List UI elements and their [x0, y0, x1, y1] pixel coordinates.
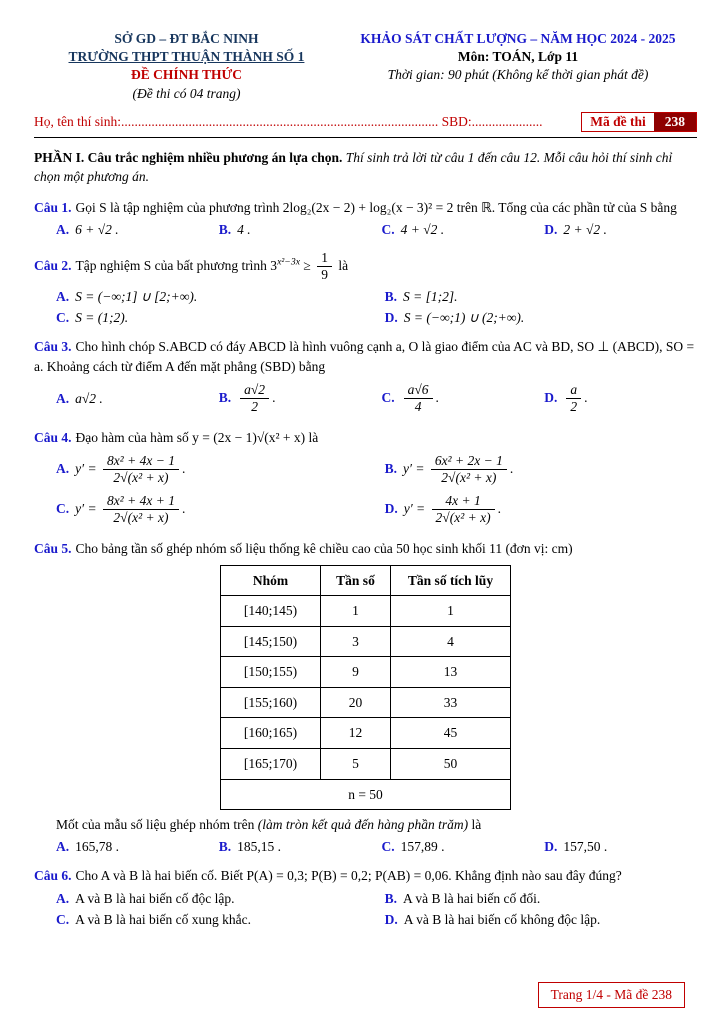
question-1 [34, 198, 697, 218]
option-4-C [56, 492, 375, 527]
department-name: SỞ GD – ĐT BẮC NINH [114, 31, 259, 46]
option-letter: A. [56, 839, 70, 855]
option-2-C [56, 310, 375, 326]
question-2 [34, 249, 697, 284]
table-total-cell: n = 50 [221, 779, 511, 810]
option-text: 2 + √2 . [563, 222, 607, 238]
table-row [221, 657, 511, 688]
option-4-B [385, 452, 697, 487]
option-text: 6 + √2 . [75, 222, 119, 238]
option-letter: A. [56, 390, 70, 406]
table-cell: 1 [391, 596, 511, 627]
table-cell: 4 [391, 626, 511, 657]
option-text: A và B là hai biến cố đối. [403, 890, 541, 906]
fraction [432, 493, 495, 526]
option-1-B [219, 222, 372, 238]
fraction-denominator: 2√(x² + x) [435, 510, 491, 526]
option-letter: D. [384, 309, 398, 325]
option-text: S = (1;2). [75, 309, 129, 325]
table-cell: 9 [321, 657, 391, 688]
fraction-denominator: 2 [570, 399, 578, 415]
option-text: 157,50 . [563, 839, 608, 855]
school-name: TRƯỜNG THPT THUẬN THÀNH SỐ 1 [68, 49, 305, 65]
table-cell: 5 [321, 749, 391, 780]
option-text: A và B là hai biến cố độc lập. [75, 890, 235, 906]
option-letter: A. [56, 890, 70, 906]
fraction-numerator: 8x² + 4x − 1 [103, 453, 179, 470]
option-letter: C. [381, 222, 395, 238]
pages-note: (Đề thi có 04 trang) [132, 85, 241, 101]
question-3-label: Câu 3. [34, 338, 72, 354]
prompt-tail: là [468, 817, 482, 833]
fraction-denominator: 2√(x² + x) [113, 469, 169, 485]
option-letter: D. [384, 911, 398, 927]
part-1-instruction: Thí sinh trả lời từ câu 1 đến câu 12. Mỗi câu hỏi thí sinh chỉ chọn một phương án. [34, 149, 673, 185]
question-6-options [34, 891, 697, 928]
table-row [221, 687, 511, 718]
question-5 [34, 539, 697, 559]
exponent: x²−3x [277, 256, 301, 268]
fraction-numerator: a√6 [404, 382, 433, 399]
derivative-lhs: y′ = [403, 500, 426, 516]
fraction-numerator: 1 [317, 250, 332, 267]
question-5-label: Câu 5. [34, 540, 72, 556]
question-6 [34, 866, 697, 886]
table-cell: 33 [391, 687, 511, 718]
question-6-text: Cho A và B là hai biến cố. Biết P(A) = 0,3; P(B) = 0,2; P(AB) = 0,06. Khẳng định nào sau đây đúng? [75, 868, 622, 884]
option-1-A [56, 222, 209, 238]
frequency-table [220, 565, 511, 810]
derivative-lhs: y′ = [75, 460, 97, 476]
table-row [221, 596, 511, 627]
table-cell: 1 [321, 596, 391, 627]
option-text: S = [1;2]. [403, 288, 458, 304]
option-letter: A. [56, 460, 70, 476]
option-1-C [382, 222, 535, 238]
option-period: . [497, 500, 501, 516]
option-period: . [584, 389, 588, 405]
part-1-heading [34, 148, 697, 187]
fraction-numerator: a [566, 382, 581, 399]
table-cell: 3 [321, 626, 391, 657]
exam-code-value: 238 [654, 113, 696, 131]
option-3-D [544, 381, 697, 416]
table-cell: [155;160) [221, 687, 321, 718]
header-left [34, 30, 339, 103]
question-3-options [34, 381, 697, 416]
question-2-text-tail: là [338, 258, 349, 274]
question-1-text: Gọi S là tập nghiệm của phương trình 2log₂(2x − 2) + log₂(x − 3)² = 2 trên ℝ. Tổng của các phần tử của S bằng [75, 200, 677, 215]
option-text: a√2 . [75, 390, 103, 406]
option-text: S = (−∞;1) ∪ (2;+∞). [403, 309, 525, 325]
table-cell: 45 [391, 718, 511, 749]
table-row [221, 749, 511, 780]
question-2-options [34, 289, 697, 326]
question-4-label: Câu 4. [34, 429, 72, 445]
option-letter: C. [56, 500, 70, 516]
option-letter: B. [218, 222, 232, 238]
header-divider [34, 137, 697, 138]
question-5-text: Cho bảng tần số ghép nhóm số liệu thống kê chiều cao của 50 học sinh khối 11 (đơn vị: cm) [75, 540, 573, 556]
option-text: 4 + √2 . [400, 222, 445, 238]
option-6-D [385, 912, 697, 928]
header [34, 30, 697, 103]
option-letter: B. [218, 389, 232, 405]
option-letter: C. [56, 309, 70, 325]
option-text: 185,15 . [237, 839, 282, 855]
candidate-row [34, 112, 697, 132]
table-header-cell: Tần số [321, 565, 391, 596]
question-2-text: Tập nghiệm S của bất phương trình 3 [75, 258, 278, 274]
option-period: . [181, 460, 186, 476]
option-letter: C. [381, 839, 395, 855]
question-3-text: Cho hình chóp S.ABCD có đáy ABCD là hình vuông cạnh a, O là giao điểm của AC và BD, SO ⊥ (ABCD), SO = a. Khoảng cách từ điểm A đến mặt phẳng (SBD) bằng [34, 338, 695, 374]
exam-title: KHẢO SÁT CHẤT LƯỢNG – NĂM HỌC 2024 - 2025 [360, 31, 676, 46]
option-period: . [272, 389, 276, 405]
header-right [339, 30, 697, 103]
option-6-C [56, 912, 375, 928]
table-cell: 13 [391, 657, 511, 688]
fraction [431, 453, 507, 486]
question-5-prompt [34, 815, 697, 835]
option-letter: C. [56, 911, 70, 927]
fraction-numerator: 4x + 1 [432, 493, 495, 510]
option-1-D [544, 222, 697, 238]
fraction-numerator: 8x² + 4x + 1 [103, 493, 179, 510]
fraction-denominator: 9 [321, 267, 328, 283]
part-1-title: PHẦN I. Câu trắc nghiệm nhiều phương án lựa chọn. [34, 149, 343, 165]
option-2-D [385, 310, 697, 326]
option-5-A [56, 839, 209, 855]
option-5-C [382, 839, 535, 855]
option-letter: B. [384, 288, 397, 304]
option-letter: D. [544, 839, 558, 855]
derivative-lhs: y′ = [403, 460, 425, 476]
fraction-numerator: a√2 [240, 382, 269, 399]
option-letter: B. [384, 890, 397, 906]
option-3-C [382, 381, 535, 416]
fraction-denominator: 2√(x² + x) [113, 510, 169, 526]
option-letter: B. [218, 839, 232, 855]
option-text: A và B là hai biến cố xung khắc. [75, 911, 251, 927]
option-period: . [509, 460, 514, 476]
option-period: . [181, 500, 186, 516]
option-text: S = (−∞;1] ∪ [2;+∞). [75, 288, 198, 304]
official-exam-label: ĐỀ CHÍNH THỨC [130, 67, 242, 83]
table-header-row [221, 565, 511, 596]
option-6-B [385, 891, 697, 907]
fraction [103, 493, 179, 526]
option-5-D [544, 839, 697, 855]
table-cell: [150;155) [221, 657, 321, 688]
fraction-denominator: 4 [414, 399, 422, 415]
fraction [103, 453, 179, 486]
option-letter: A. [56, 288, 70, 304]
exam-subject: Môn: TOÁN, Lớp 11 [457, 49, 579, 65]
table-row [221, 626, 511, 657]
option-text: A và B là hai biến cố không độc lập. [403, 911, 601, 927]
question-4-text: Đạo hàm của hàm số y = (2x − 1)√(x² + x) là [75, 429, 319, 445]
option-period: . [435, 389, 439, 405]
table-cell: 50 [391, 749, 511, 780]
option-5-B [219, 839, 372, 855]
option-4-D [385, 492, 697, 527]
fraction [566, 382, 581, 415]
fraction-numerator: 6x² + 2x − 1 [431, 453, 507, 470]
page-number-box: Trang 1/4 - Mã đề 238 [538, 982, 685, 1008]
table-header-cell: Tần số tích lũy [391, 565, 511, 596]
table-header-cell: Nhóm [221, 565, 321, 596]
table-cell: [165;170) [221, 749, 321, 780]
question-4-options [34, 452, 697, 528]
fraction-denominator: 2√(x² + x) [441, 469, 497, 485]
inequality-sign: ≥ [303, 258, 311, 274]
question-2-label: Câu 2. [34, 258, 72, 274]
fraction-denominator: 2 [251, 399, 258, 415]
option-4-A [56, 452, 375, 487]
question-1-options [34, 222, 697, 238]
option-letter: B. [384, 460, 397, 476]
prompt-note: (làm tròn kết quả đến hàng phần trăm) [257, 817, 469, 833]
option-2-A [56, 289, 375, 305]
table-cell: [145;150) [221, 626, 321, 657]
fraction [404, 382, 433, 415]
option-3-A [56, 391, 209, 407]
derivative-lhs: y′ = [75, 500, 97, 516]
table-footer-row [221, 779, 511, 810]
option-6-A [56, 891, 375, 907]
question-3 [34, 337, 697, 378]
option-letter: C. [381, 389, 395, 405]
table-cell: 20 [321, 687, 391, 718]
question-5-options [34, 839, 697, 855]
table-cell: [140;145) [221, 596, 321, 627]
option-3-B [219, 381, 372, 416]
exam-code-label: Mã đề thi [582, 113, 654, 131]
exam-code-box [581, 112, 697, 132]
option-letter: D. [544, 222, 558, 238]
candidate-name-line: Họ, tên thí sinh:.............................................................................................. SBD:..................... [34, 113, 543, 129]
table-row [221, 718, 511, 749]
question-1-label: Câu 1. [34, 200, 72, 215]
table-cell: 12 [321, 718, 391, 749]
prompt-text: Mốt của mẫu số liệu ghép nhóm trên [56, 817, 258, 833]
option-text: 4 . [237, 222, 251, 238]
option-letter: A. [56, 222, 70, 238]
option-letter: D. [384, 500, 398, 516]
option-text: 157,89 . [400, 839, 445, 855]
table-cell: [160;165) [221, 718, 321, 749]
fraction [240, 382, 269, 415]
option-text: 165,78 . [75, 839, 119, 855]
option-letter: D. [544, 389, 558, 405]
question-6-label: Câu 6. [34, 868, 72, 884]
fraction [317, 250, 332, 283]
exam-duration: Thời gian: 90 phút (Không kể thời gian phát đề) [387, 67, 649, 83]
option-2-B [385, 289, 697, 305]
question-4 [34, 428, 697, 448]
